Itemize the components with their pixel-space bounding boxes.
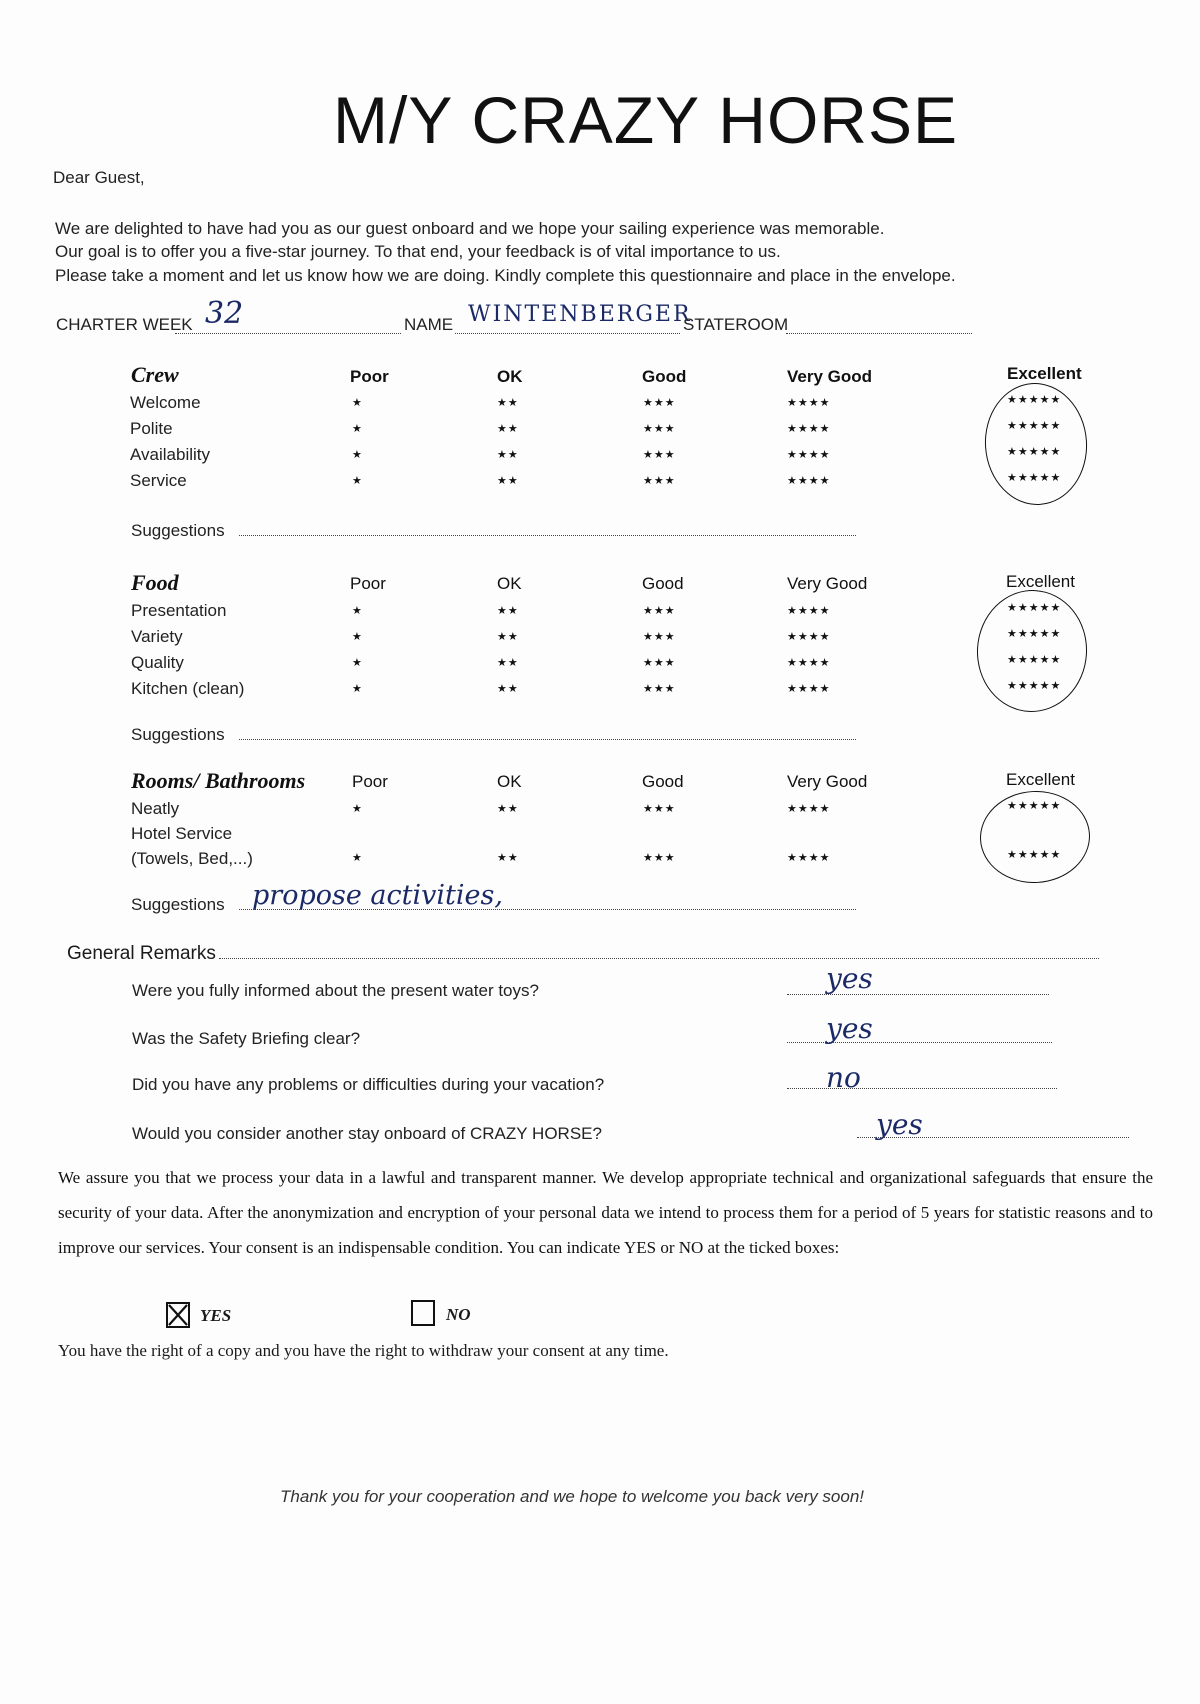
excellent-circle-mark (981, 380, 1091, 509)
consent-no-label: NO (446, 1305, 471, 1324)
star-rating-2[interactable]: ★★ (497, 449, 519, 461)
star-rating-5[interactable]: ★★★★★ (1007, 420, 1062, 432)
crew-header-excellent: Excellent (1007, 364, 1082, 383)
intro-line-2: Our goal is to offer you a five-star journey. To that end, your feedback is of vital importance to us. (55, 242, 781, 261)
star-rating-3[interactable]: ★★★ (643, 852, 676, 864)
question-water-toys: Were you fully informed about the present water toys? (132, 981, 539, 1000)
question-another-stay: Would you consider another stay onboard of CRAZY HORSE? (132, 1124, 602, 1143)
star-rating-2[interactable]: ★★ (497, 803, 519, 815)
star-rating-4[interactable]: ★★★★ (787, 449, 831, 461)
food-item-presentation: Presentation (131, 601, 227, 620)
star-rating-1[interactable]: ★ (352, 449, 363, 461)
star-rating-3[interactable]: ★★★ (643, 605, 676, 617)
star-rating-2[interactable]: ★★ (497, 852, 519, 864)
crew-item-polite: Polite (130, 419, 173, 438)
crew-header-poor: Poor (350, 367, 389, 386)
star-rating-5[interactable]: ★★★★★ (1007, 800, 1062, 812)
section-title-rooms: Rooms/ Bathrooms (131, 768, 306, 793)
star-rating-4[interactable]: ★★★★ (787, 852, 831, 864)
excellent-circle-mark (978, 788, 1093, 886)
star-rating-5[interactable]: ★★★★★ (1007, 602, 1062, 614)
crew-item-service: Service (130, 471, 187, 490)
crew-suggestions-field[interactable] (239, 535, 856, 536)
crew-item-availability: Availability (130, 445, 211, 464)
stateroom-field[interactable] (786, 333, 972, 334)
crew-header-ok: OK (497, 367, 523, 386)
data-privacy-statement: We assure you that we process your data in a lawful and transparent manner. We develop appropriate technical and organizational safeguards that ensure the security of your data. After the anonymization and encryption of your personal data we intend to process them for a period of 5 years for statistic reasons and to improve our services. Your consent is an indispensable condition. You can indicate YES or NO at the ticked boxes: (58, 1168, 1153, 1257)
section-title-food: Food (131, 570, 179, 595)
star-rating-5[interactable]: ★★★★★ (1007, 680, 1062, 692)
star-rating-4[interactable]: ★★★★ (787, 683, 831, 695)
name-value: WINTENBERGER (468, 302, 692, 327)
rooms-header-excellent: Excellent (1006, 770, 1075, 789)
rooms-header-good: Good (642, 772, 684, 791)
rooms-header-very-good: Very Good (787, 772, 868, 791)
charter-week-value: 32 (205, 296, 244, 331)
rooms-suggestions-value: propose activities, (252, 880, 503, 911)
thank-you-footer: Thank you for your cooperation and we hope to welcome you back very soon! (280, 1487, 865, 1506)
answer-safety-briefing: yes (826, 1012, 873, 1045)
star-rating-2[interactable]: ★★ (497, 631, 519, 643)
food-item-variety: Variety (131, 627, 183, 646)
rights-statement: You have the right of a copy and you have the right to withdraw your consent at any time. (58, 1341, 669, 1360)
star-rating-5[interactable]: ★★★★★ (1007, 654, 1062, 666)
charter-week-field[interactable] (175, 333, 401, 334)
food-suggestions-label: Suggestions (131, 725, 225, 744)
star-rating-5[interactable]: ★★★★★ (1007, 628, 1062, 640)
star-rating-5[interactable]: ★★★★★ (1007, 446, 1062, 458)
star-rating-3[interactable]: ★★★ (643, 449, 676, 461)
rooms-item-hotel-service: Hotel Service (131, 824, 233, 843)
rooms-header-poor: Poor (352, 772, 388, 791)
star-rating-3[interactable]: ★★★ (643, 683, 676, 695)
star-rating-2[interactable]: ★★ (497, 605, 519, 617)
star-rating-1[interactable]: ★ (352, 803, 363, 815)
checkbox-cross-icon (168, 1304, 188, 1326)
rooms-item-neatly: Neatly (131, 799, 180, 818)
star-rating-1[interactable]: ★ (352, 631, 363, 643)
star-rating-2[interactable]: ★★ (497, 683, 519, 695)
star-rating-5[interactable]: ★★★★★ (1007, 394, 1062, 406)
star-rating-1[interactable]: ★ (352, 475, 363, 487)
star-rating-2[interactable]: ★★ (497, 657, 519, 669)
intro-line-3: Please take a moment and let us know how we are doing. Kindly complete this questionnaire and place in the envelope. (55, 266, 956, 285)
rooms-item-towels-bed: (Towels, Bed,...) (131, 849, 253, 868)
star-rating-3[interactable]: ★★★ (643, 803, 676, 815)
star-rating-2[interactable]: ★★ (497, 475, 519, 487)
star-rating-1[interactable]: ★ (352, 683, 363, 695)
rooms-header-ok: OK (497, 772, 522, 791)
consent-yes-checkbox[interactable] (166, 1302, 190, 1328)
consent-no-checkbox[interactable] (411, 1300, 435, 1326)
star-rating-2[interactable]: ★★ (497, 397, 519, 409)
section-title-crew: Crew (131, 362, 179, 387)
star-rating-3[interactable]: ★★★ (643, 631, 676, 643)
crew-header-very-good: Very Good (787, 367, 873, 386)
answer-problems: no (826, 1061, 861, 1094)
star-rating-4[interactable]: ★★★★ (787, 605, 831, 617)
star-rating-5[interactable]: ★★★★★ (1007, 472, 1062, 484)
star-rating-4[interactable]: ★★★★ (787, 397, 831, 409)
star-rating-1[interactable]: ★ (352, 657, 363, 669)
name-field[interactable] (455, 333, 680, 334)
star-rating-4[interactable]: ★★★★ (787, 423, 831, 435)
star-rating-4[interactable]: ★★★★ (787, 631, 831, 643)
general-remarks-field[interactable] (219, 958, 1099, 959)
star-rating-1[interactable]: ★ (352, 423, 363, 435)
food-header-very-good: Very Good (787, 574, 868, 593)
excellent-circle-mark (974, 587, 1090, 715)
star-rating-2[interactable]: ★★ (497, 423, 519, 435)
charter-week-label: CHARTER WEEK (56, 315, 193, 334)
food-header-excellent: Excellent (1006, 572, 1075, 591)
star-rating-4[interactable]: ★★★★ (787, 475, 831, 487)
food-item-quality: Quality (131, 653, 184, 672)
star-rating-3[interactable]: ★★★ (643, 397, 676, 409)
food-suggestions-field[interactable] (239, 739, 856, 740)
intro-line-1: We are delighted to have had you as our guest onboard and we hope your sailing experience was memorable. (55, 219, 885, 238)
food-item-kitchen: Kitchen (clean) (131, 679, 245, 698)
star-rating-1[interactable]: ★ (352, 605, 363, 617)
star-rating-4[interactable]: ★★★★ (787, 803, 831, 815)
crew-item-welcome: Welcome (130, 393, 201, 412)
food-header-good: Good (642, 574, 684, 593)
rooms-suggestions-label: Suggestions (131, 895, 225, 914)
question-problems: Did you have any problems or difficulties during your vacation? (132, 1075, 605, 1094)
consent-yes-label: YES (200, 1306, 232, 1325)
star-rating-3[interactable]: ★★★ (643, 657, 676, 669)
star-rating-1[interactable]: ★ (352, 852, 363, 864)
star-rating-4[interactable]: ★★★★ (787, 657, 831, 669)
stateroom-label: STATEROOM (683, 315, 789, 334)
star-rating-1[interactable]: ★ (352, 397, 363, 409)
crew-header-good: Good (642, 367, 687, 386)
name-label: NAME (404, 315, 454, 334)
food-header-poor: Poor (350, 574, 386, 593)
food-header-ok: OK (497, 574, 522, 593)
page-title: M/Y CRAZY HORSE (333, 83, 959, 157)
general-remarks-label: General Remarks (67, 943, 216, 964)
star-rating-3[interactable]: ★★★ (643, 423, 676, 435)
crew-suggestions-label: Suggestions (131, 521, 225, 540)
answer-another-stay: yes (876, 1108, 923, 1141)
question-safety-briefing: Was the Safety Briefing clear? (132, 1029, 361, 1048)
star-rating-5[interactable]: ★★★★★ (1007, 849, 1062, 861)
star-rating-3[interactable]: ★★★ (643, 475, 676, 487)
answer-water-toys: yes (826, 962, 873, 995)
greeting: Dear Guest, (53, 168, 145, 187)
